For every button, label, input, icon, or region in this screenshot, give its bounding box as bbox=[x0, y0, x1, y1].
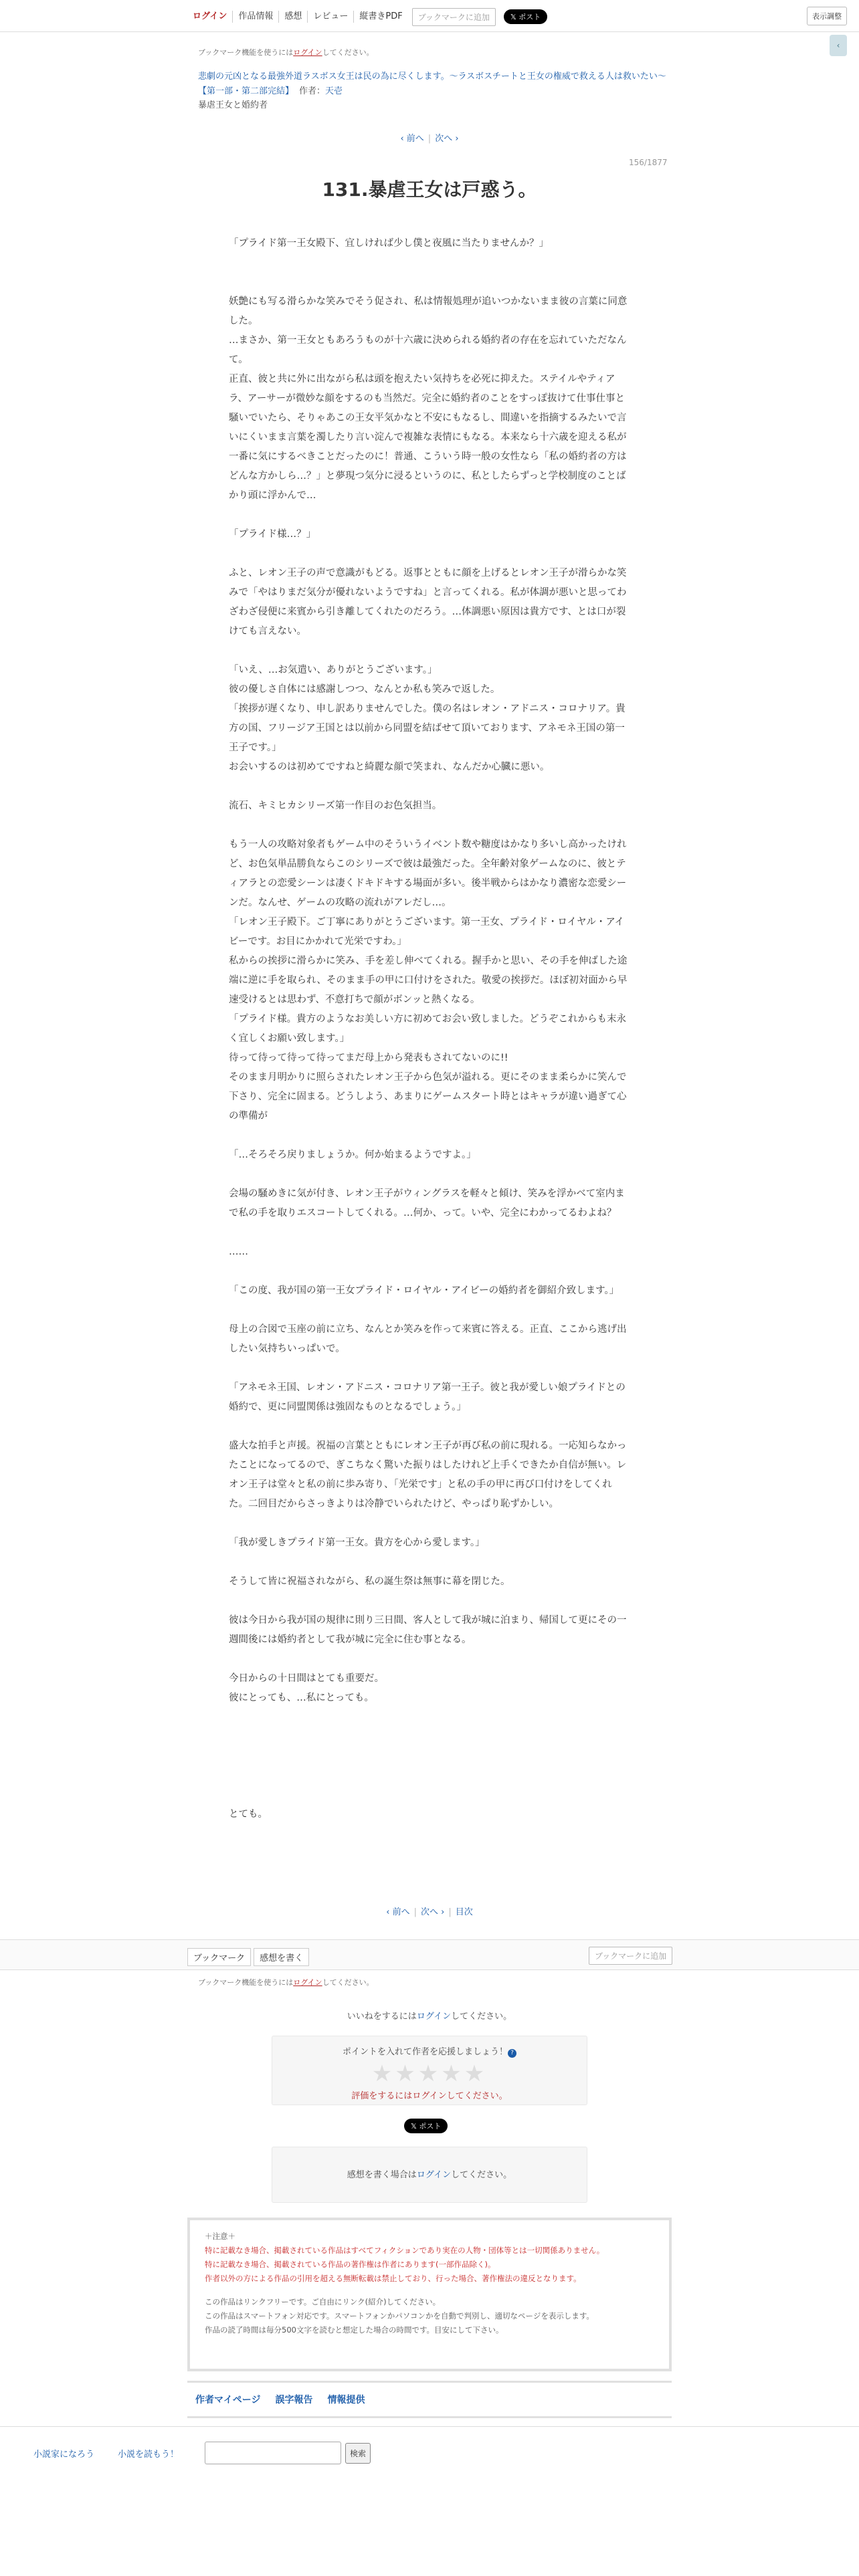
paragraph: 今日からの十日間はとても重要だ。 彼にとっても、…私にとっても。 bbox=[229, 1673, 384, 1703]
site-link-yomou[interactable]: 小説を読もう！ bbox=[118, 2450, 179, 2460]
series-title-link[interactable]: 悲劇の元凶となる最強外道ラスボス女王は民の為に尽くします。〜ラスボスチートと王女の権威で救える人は救いたい〜【第一部・第二部完結】 bbox=[198, 72, 666, 96]
series-title bbox=[198, 70, 666, 99]
search-input[interactable] bbox=[205, 2442, 341, 2464]
paragraph: 「この度、我が国の第一王女プライド・ロイヤル・アイビーの婚約者を御紹介致します。」 bbox=[229, 1285, 619, 1296]
star-icon[interactable]: ★ bbox=[441, 2060, 464, 2087]
paragraph: 彼は今日から我が国の規律に則り三日間、客人として我が城に泊まり、帰国して更にその一週間後には婚約者として我が城に完全に住む事となる。 bbox=[229, 1615, 627, 1645]
next-link[interactable]: 次へ › bbox=[435, 134, 459, 144]
login-link[interactable]: ログイン bbox=[293, 1978, 322, 1987]
comment-box: 感想を書く場合はログインしてください。 bbox=[272, 2147, 587, 2203]
login-link[interactable]: ログイン bbox=[416, 2170, 452, 2180]
paragraph: そうして皆に祝福されながら、私の誕生祭は無事に幕を閉じた。 bbox=[229, 1576, 510, 1587]
chapter-title: 131.暴虐王女は戸惑う。 bbox=[322, 179, 537, 201]
paragraph: 妖艶にも写る滑らかな笑みでそう促され、私は情報処理が追いつかないまま彼の言葉に同意した。 …まさか、第一王女ともあろうものが十六歳に決められる婚約者の存在を忘れていただなんて。 正直、彼と共に外に出ながら私は頭を抱えたい気持ちを必死に抑えた。ステイルやティアラ、アーサーが微妙な顔をするのも当然だ。完全に婚約者のことをすっぽ抜けて仕事仕事と騒いでいたら、そりゃあこの王女平気かなと不安にもなるし、間違いを指摘するみたいで言いにくいまま言葉を濁したり言い淀んで複雑な表情にもなる。本来なら十六歳を迎える私が一番に気にするべきことだったのに！普通、こういう時一般の女性なら「私の婚約者の方はどんな方かしら…？」と夢現つ気分に浸るというのに、私としたらずっと学校制度のことばかり頭に浮かんで… bbox=[229, 296, 628, 501]
write-comment-button[interactable]: 感想を書く bbox=[254, 1948, 309, 1966]
star-icon[interactable]: ★ bbox=[417, 2060, 442, 2087]
paragraph: 会場の騒めきに気が付き、レオン王子がウィングラスを軽々と傾け、笑みを浮かべて室内まで私の手を取りエスコートしてくれる。…何か、って。いや、完全にわかってるわよね？ bbox=[229, 1188, 625, 1218]
site-link-narou[interactable]: 小説家になろう bbox=[33, 2450, 95, 2460]
notice-line: この作品はスマートフォン対応です。スマートフォンかパソコンかを自動で判別し、適切なページを表示します。 bbox=[205, 2311, 594, 2321]
notice-box bbox=[187, 2218, 672, 2371]
nav-login[interactable]: ログイン bbox=[187, 11, 233, 23]
star-icon[interactable]: ★ bbox=[464, 2060, 488, 2087]
paragraph: 母上の合図で玉座の前に立ち、なんとか笑みを作って来賓に答える。正直、ここから逃げ出したい気持ちいっぱいで。 bbox=[229, 1324, 627, 1354]
notice-line: 作品の読了時間は毎分500文字を読むと想定した場合の時間です。目安にして下さい。 bbox=[205, 2325, 504, 2335]
top-nav-items bbox=[187, 7, 547, 27]
x-post-button[interactable]: 𝕏 ポスト bbox=[504, 9, 547, 24]
author-mypage-link[interactable]: 作者マイページ bbox=[195, 2395, 261, 2405]
pager-bottom: ‹ 前へ | 次へ › | 目次 bbox=[386, 1907, 473, 1917]
paragraph: 「いえ、…お気遣い、ありがとうございます。」 彼の優しさ自体には感謝しつつ、なんとか私も笑みで返した。 「挨拶が遅くなり、申し訳ありませんでした。僕の名はレオン・アドニス・コロナリア。貴方の国、フリージア王国とは以前から同盟を結ばせて頂いております、アネモネ王国の第一王子です。」 お会いするのは初めてですねと綺麗な顔で笑まれ、なんだか心臓に悪い。 bbox=[229, 665, 626, 772]
bottom-toolbar bbox=[0, 1939, 859, 1970]
star-icon[interactable]: ★ bbox=[395, 2060, 418, 2087]
login-link[interactable]: ログイン bbox=[416, 2012, 452, 2022]
novel-body bbox=[229, 234, 630, 1824]
paragraph: 「プライド様…？」 bbox=[229, 529, 316, 540]
paragraph: ふと、レオン王子の声で意識がもどる。返事とともに顔を上げるとレオン王子が滑らかな笑みで「やはりまだ気分が優れないようですね」と言ってくれる。私が体調が悪いと思ってわざわざ侵便に来賓から引き離してくれたのだろう。…体調悪い原因は貴方です、とは口が裂けても言えない。 bbox=[229, 568, 627, 637]
paragraph: 流石、キミヒカシリーズ第一作目のお色気担当。 bbox=[229, 800, 442, 811]
paragraph: 盛大な拍手と声援。祝福の言葉とともにレオン王子が再び私の前に現れる。一応知らなかったことになってるので、ぎこちなく驚いた振りはしたけれど上手くできたか自信が無い。レオン王子は堂々と私の前に歩み寄り、「光栄です」と私の手の甲に再び口付けをしてくれた。二回目だからさっきよりは冷静でいられたけど、やっぱり恥ずかしい。 bbox=[229, 1440, 627, 1509]
rating-title: ポイントを入れて作者を応援しましょう！ ? bbox=[272, 2044, 587, 2058]
author-link[interactable]: 天壱 bbox=[325, 86, 343, 96]
site-footer bbox=[0, 2426, 859, 2480]
login-link[interactable]: ログイン bbox=[293, 48, 322, 57]
prev-link[interactable]: ‹ 前へ bbox=[386, 1907, 410, 1917]
bookmark-login-note: ブックマーク機能を使うにはログインしてください。 bbox=[198, 1978, 374, 1987]
author-label: 作者： bbox=[299, 86, 326, 96]
typo-report-link[interactable]: 誤字報告 bbox=[275, 2395, 313, 2405]
top-navbar bbox=[0, 0, 859, 32]
help-icon[interactable]: ? bbox=[508, 2049, 516, 2058]
footer-links bbox=[187, 2381, 672, 2418]
display-settings-button[interactable]: 表示調整 bbox=[807, 7, 847, 25]
add-bookmark-button[interactable]: ブックマークに追加 bbox=[412, 8, 496, 26]
bookmark-login-note: ブックマーク機能を使うにはログインしてください。 bbox=[198, 48, 374, 57]
notice-line: この作品はリンクフリーです。ご自由にリンク(紹介)してください。 bbox=[205, 2297, 441, 2306]
star-icon[interactable]: ★ bbox=[371, 2060, 395, 2087]
like-login-note: いいねをするにはログインしてください。 bbox=[347, 2012, 512, 2022]
login-link[interactable]: ログイン bbox=[412, 2091, 447, 2101]
index-link[interactable]: 目次 bbox=[455, 1907, 473, 1917]
nav-reviews[interactable]: レビュー bbox=[308, 11, 354, 23]
paragraph: 「プライド第一王女殿下、宜しければ少し僕と夜風に当たりませんか？」 bbox=[229, 238, 549, 249]
next-link[interactable]: 次へ › bbox=[420, 1907, 445, 1917]
paragraph: 「…そろそろ戻りましょうか。何か始まるようですよ。」 bbox=[229, 1150, 476, 1160]
nav-comments[interactable]: 感想 bbox=[279, 11, 308, 23]
bookmark-button[interactable]: ブックマーク bbox=[187, 1948, 251, 1966]
notice-heading: ＋注意＋ bbox=[205, 2232, 235, 2241]
search-button[interactable]: 検索 bbox=[345, 2443, 371, 2464]
prev-link[interactable]: ‹ 前へ bbox=[400, 134, 424, 144]
paragraph: とても。 bbox=[229, 1809, 268, 1820]
rating-login-note: 評価をするにはログインしてください。 bbox=[351, 2091, 508, 2101]
star-rating bbox=[272, 2062, 587, 2086]
rating-box bbox=[272, 2036, 587, 2105]
notice-line: 特に記載なき場合、掲載されている作品はすべてフィクションであり実在の人物・団体等とは一切関係ありません。 bbox=[205, 2246, 605, 2255]
paragraph: …… bbox=[229, 1247, 248, 1257]
add-bookmark-button[interactable]: ブックマークに追加 bbox=[589, 1947, 672, 1965]
info-report-link[interactable]: 情報提供 bbox=[327, 2395, 365, 2405]
page-count: 156/1877 bbox=[629, 158, 668, 167]
paragraph: 「我が愛しきプライド第一王女。貴方を心から愛します。」 bbox=[229, 1537, 485, 1548]
paragraph: 「アネモネ王国、レオン・アドニス・コロナリア第一王子。彼と我が愛しい娘プライドとの婚約で、更に同盟関係は強固なものとなるでしょう。」 bbox=[229, 1382, 626, 1412]
nav-work-info[interactable]: 作品情報 bbox=[233, 11, 279, 23]
x-post-button[interactable]: 𝕏 ポスト bbox=[404, 2119, 448, 2133]
nav-vertical-pdf[interactable]: 縦書きPDF bbox=[359, 11, 403, 21]
pager-top: ‹ 前へ | 次へ › bbox=[400, 134, 459, 144]
notice-line: 作者以外の方による作品の引用を超える無断転載は禁止しており、行った場合、著作権法の違反となります。 bbox=[205, 2274, 581, 2283]
paragraph: もう一人の攻略対象者もゲーム中のそういうイベント数や糖度はかなり多いし高かったけれど、お色気単品勝負ならこのシリーズで彼は最強だった。全年齢対象ゲームなのに、彼とティアラとの恋愛シーンは凄くドキドキする場面が多い。後半戦からはかなり濃密な恋愛シーンだ。なんせ、ゲームの攻略の流れがアレだし…。 「レオン王子殿下。ご丁寧にありがとうございます。第一王女、プライド・ロイヤル・アイビーです。お目にかかれて光栄ですわ。」 私からの挨拶に滑らかに笑み、手を差し伸べてくれる。握手かと思い、その手を伸ばした途端に逆に手を取られ、そのまま手の甲に口付けをされた。敬愛の挨拶だ。ほぼ初対面から早速受けるとは思わず、不意打ちで顔がボンッと熱くなる。 「プライド様。貴方のようなお美しい方に初めてお会い致しました。どうぞこれからも末永く宜しくお願い致します。」 待って待って待って待ってまだ母上から発表もされてないのに!! そのまま月明かりに照らされたレオン王子から色気が溢れる。更にそのまま柔らかに笑んで下さり、完全に固まる。どうしよう、あまりにゲームスタート時とはキャラが違い過ぎて心の準備が bbox=[229, 839, 628, 1121]
sub-title: 暴虐王女と婚約者 bbox=[198, 100, 268, 110]
notice-line: 特に記載なき場合、掲載されている作品の著作権は作者にあります(一部作品除く)。 bbox=[205, 2260, 496, 2269]
side-collapse-tab[interactable]: ‹ bbox=[830, 35, 847, 56]
